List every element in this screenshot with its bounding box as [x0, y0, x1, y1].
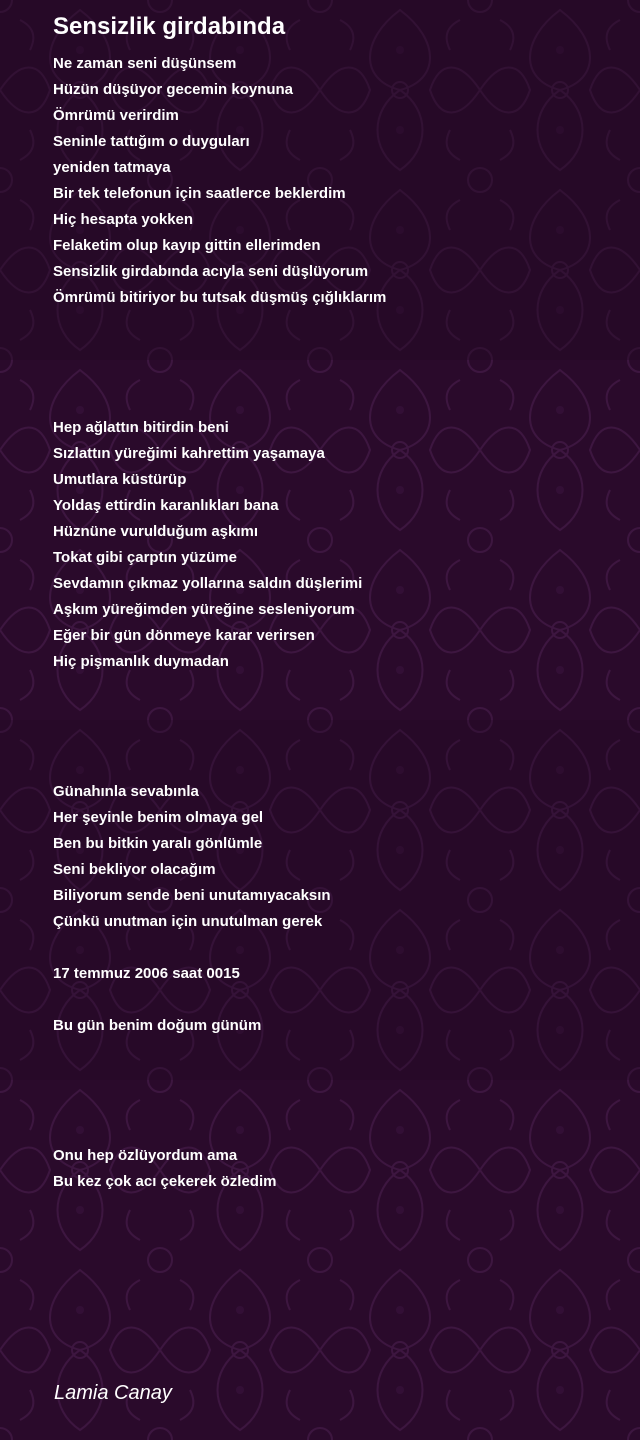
poem-line: Ömrümü verirdim [53, 107, 179, 124]
poem-body [53, 51, 613, 1195]
stanza-spacer [53, 675, 613, 701]
stanza-spacer [53, 389, 613, 415]
poem-line: Yoldaş ettirdin karanlıkları bana [53, 497, 279, 514]
stanza-spacer [53, 363, 613, 389]
poem-line: 17 temmuz 2006 saat 0015 [53, 965, 240, 982]
poem-line: Bu gün benim doğum günüm [53, 1017, 262, 1034]
poem-line: Hiç pişmanlık duymadan [53, 653, 229, 670]
poem-title: Sensizlik girdabında [53, 13, 286, 40]
stanza-spacer [53, 935, 613, 961]
poem-line: Onu hep özlüyordum ama [53, 1147, 238, 1164]
poem-line: Tokat gibi çarptın yüzüme [53, 549, 237, 566]
poem-line: Ben bu bitkin yaralı gönlümle [53, 835, 263, 852]
poem-line: Eğer bir gün dönmeye karar verirsen [53, 627, 315, 644]
poem-line: Umutlara küstürüp [53, 471, 187, 488]
stanza-spacer [53, 1091, 613, 1117]
stanza-spacer [53, 987, 613, 1013]
poem-line: Aşkım yüreğimden yüreğine sesleniyorum [53, 601, 355, 618]
poem-line: Hep ağlattın bitirdin beni [53, 419, 229, 436]
poem-line: Günahınla sevabınla [53, 783, 199, 800]
poem-line: Sevdamın çıkmaz yollarına saldın düşlerimi [53, 575, 363, 592]
poem-line: Felaketim olup kayıp gittin ellerimden [53, 237, 321, 254]
poem-line: Hüzün düşüyor gecemin koynuna [53, 81, 294, 98]
poem-line: Seni bekliyor olacağım [53, 861, 216, 878]
poem-line: Hüznüne vurulduğum aşkımı [53, 523, 259, 540]
stanza-spacer [53, 337, 613, 363]
stanza-spacer [53, 753, 613, 779]
poem-line: Bir tek telefonun için saatlerce beklerdim [53, 185, 346, 202]
stanza-spacer [53, 727, 613, 753]
poem-line: Sensizlik girdabında acıyla seni düşlüyorum [53, 263, 369, 280]
poem-line: Ne zaman seni düşünsem [53, 55, 237, 72]
poem-line: Seninle tattığım o duyguları [53, 133, 250, 150]
poem-line: Çünkü unutman için unutulman gerek [53, 913, 323, 930]
poem-line: Hiç hesapta yokken [53, 211, 194, 228]
stanza-spacer [53, 1065, 613, 1091]
poem-line: Bu kez çok acı çekerek özledim [53, 1173, 277, 1190]
stanza-spacer [53, 1117, 613, 1143]
poem-line: Sızlattın yüreğimi kahrettim yaşamaya [53, 445, 325, 462]
poem-line: Biliyorum sende beni unutamıyacaksın [53, 887, 331, 904]
stanza-spacer [53, 701, 613, 727]
stanza-spacer [53, 311, 613, 337]
poem-author: Lamia Canay [54, 1382, 172, 1404]
poem-line: Ömrümü bitiriyor bu tutsak düşmüş çığlıklarım [53, 289, 387, 306]
stanza-spacer [53, 1039, 613, 1065]
poem-line: Her şeyinle benim olmaya gel [53, 809, 264, 826]
poem-line: yeniden tatmaya [53, 159, 171, 176]
